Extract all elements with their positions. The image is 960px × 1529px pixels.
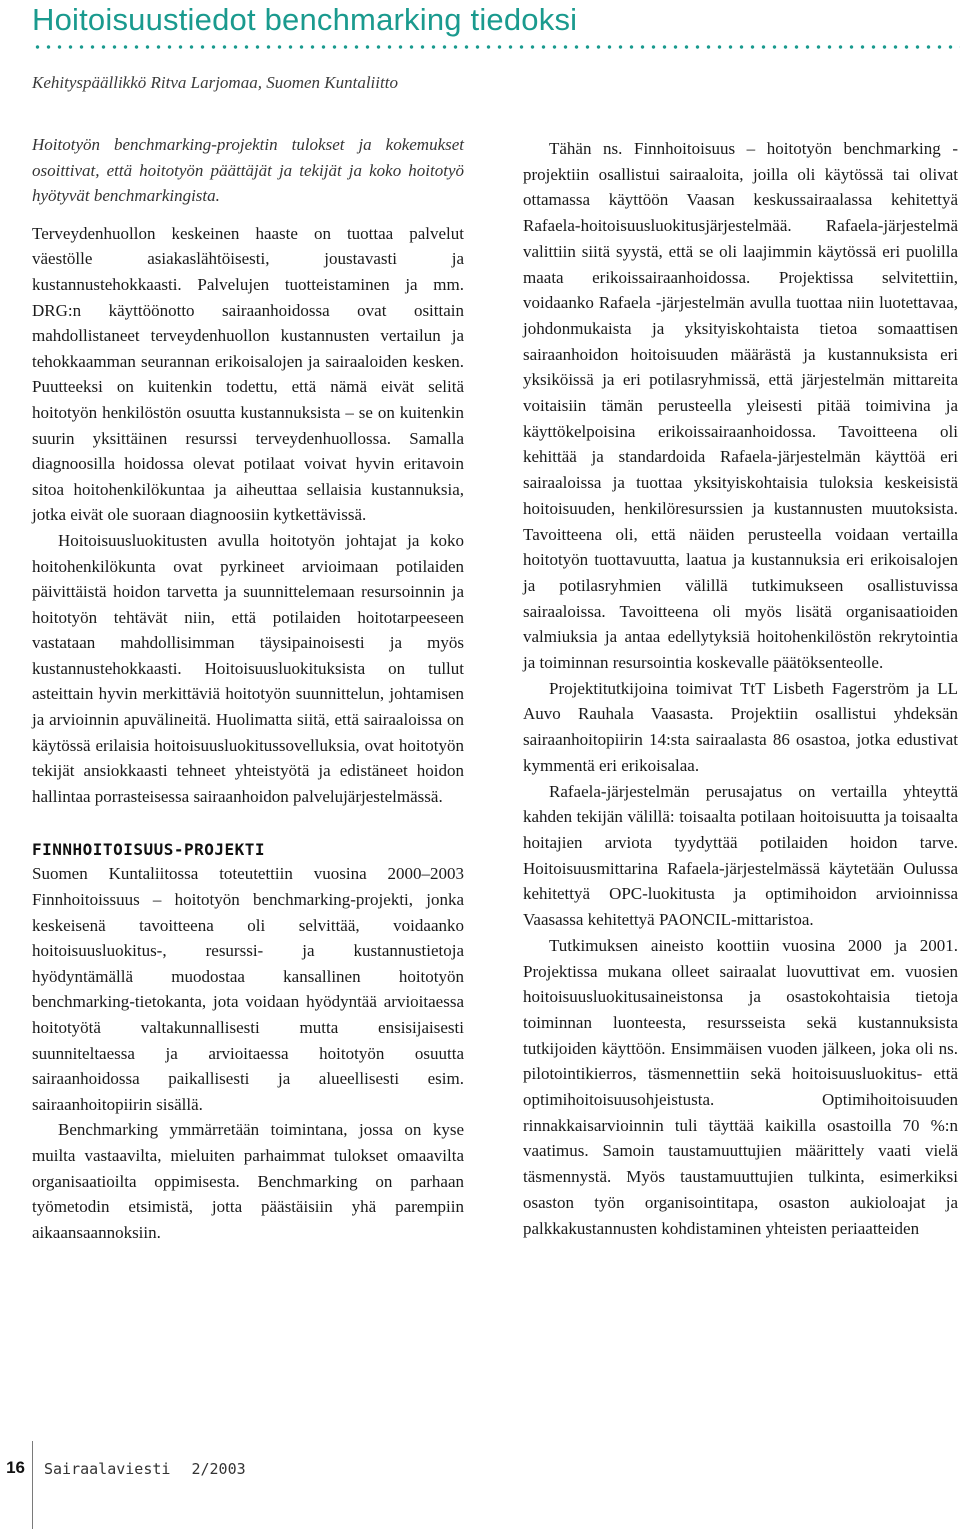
right-column — [523, 136, 958, 1241]
section-heading: FINNHOITOISUUS-PROJEKTI — [32, 840, 266, 860]
body-paragraph: Benchmarking ymmärretään toimintana, jossa on kyse muilta vastaavilta, mieluiten parhaimmat tulokset omaavilta organisaatioilta oppimisesta. Benchmarking on parhaan työmetodin etsimistä, jotta päästäisiin yhä parempiin aikaansaannoksiin. — [32, 1120, 464, 1242]
lead-paragraph: Hoitotyön benchmarking-projektin tulokset ja kokemukset osoittivat, että hoitotyön päättäjät ja tekijät ja koko hoitotyö hyötyvät benchmarkingista. — [32, 135, 464, 206]
body-paragraph: Terveydenhuollon keskeinen haaste on tuottaa palvelut väestölle asiakaslähtöisesti, joustavasti ja kustannustehokkaasti. Palvelujen tuotteistaminen ja mm. DRG:n käyttöönotto sairaanhoidossa ovat osittain mahdollistaneet terveydenhuollon kustannusten vertailun ja tehokkaamman seurannan erikoisalojen ja sairaaloiden kesken. Puutteeksi on kuitenkin todettu, että nämä eivät selitä hoitotyön henkilöstön osuutta kustannuksista – se on kuitenkin suurin yksittäinen resurssi terveydenhuollossa. Samalla diagnoosilla hoidossa olevat potilaat voivat hyvin eritavoin sitoa hoitohenkilökuntaa ja aiheuttaa sellaisia kustannuksia, jotka eivät ole suoraan diagnoosiin kytkettävissä. — [32, 223, 464, 525]
body-paragraph: Hoitoisuusluokitusten avulla hoitotyön johtajat ja koko hoitohenkilökunta ovat pyrkineet arvioimaan potilaiden päivittäistä hoidon tarvetta ja suunnittelemaan resursoinnin ja hoitotyön tehtävät niin, että potilaiden hoitotarpeeseen vastataan mahdollisimman täysipainoisesti ja myös kustannustehokkaasti. Hoitoisuusluokituksista on tullut asteittain hyvin merkittäviä hoitotyön suunnittelun, johtamisen ja arvioinnin apuvälineitä. Huolimatta siitä, että sairaaloissa on käytössä erilaisia hoitoisuusluokitussovelluksia, ovat hoitotyön tekijät ansiokkaasti tehneet yhteistyötä ja edistäneet hoidon hallintaa porrasteisessa sairaanhoidon palvelujärjestelmässä. — [32, 530, 464, 806]
dotted-divider — [32, 44, 960, 50]
journal-footer — [44, 1460, 246, 1478]
body-paragraph: Suomen Kuntaliitossa toteutettiin vuosina 2000–2003 Finnhoitoissuus – hoitotyön benchmarking-projekti, jonka keskeisenä tavoitteena oli selvittää, voidaanko hoitoisuusluokitus-, resurssi- ja kustannustietoja hyödyntämällä muodostaa kansallinen hoitotyön benchmarking-tietokanta, jota voidaan hyödyntää arvioitaessa hoitotyötä valtakunnallisesti mutta ensisijaisesti suunniteltaessa ja arvioitaessa hoitotyön osuutta sairaanhoidossa paikallisesti ja alueellisesti esim. sairaanhoitopiirin sisällä. — [32, 864, 464, 1114]
body-paragraph: Tähän ns. Finnhoitoisuus – hoitotyön benchmarking -projektiin osallistui sairaaloita, joilla oli käytössä tai olivat ottamassa käyttöön Vaasan keskussairaalassa kehitettyä Rafaela-hoitoisuusluokitusjärjestelmää. Rafaela-järjestelmä valittiin siitä syystä, että se oli laajimmin käytössä eri puolilla maata erikoissairaanhoidossa. Projektissa selvitettiin, voidaanko Rafaela -järjestelmän avulla tuottaa niin luotettavaa, johdonmukaista ja yksityiskohtaista tietoa somaattisen sairaanhoidon hoitoisuuden määrästä ja kustannuksista eri yksiköissä ja eri potilasryhmissä, että järjestelmän mittareita voitaisiin tämän perusteella yleisesti pitää toimivina ja käyttökelpoisina erikoissairaanhoidossa. Tavoitteena oli kehittää ja standardoida Rafaela-järjestelmän käyttöä eri sairaaloissa ja tuottaa yksityiskohtaisia tuloksia keskeisistä hoitoisuuden, henkilöresurssien ja kustannusten muutoksista. Tavoitteena oli, että näiden perusteella voidaan vertailla hoitotyön tuottavuutta, laatua ja kustannuksia eri erikoisalojen ja potilasryhmien välillä tutkimukseen osallistuvissa sairaaloissa. Tavoitteena oli myös lisätä organisaatioiden valmiuksia ja antaa edellytyksiä hoitohenkilöstön rekrytointia ja toiminnan resursointia koskevalle päätöksenteolle. — [523, 139, 958, 673]
body-paragraph: Rafaela-järjestelmän perusajatus on vertailla yhteyttä kahden tekijän välillä: toisaalta potilaan hoitoisuutta ja toisaalta hoitajien arviota tyydyttää potilaiden hoidon tarve. Hoitoisuusmittarina Rafaela-järjestelmässä käytetään Oulussa kehitettyä OPC-luokitusta ja optimihoidon arvioinnissa Vaasassa kehitettyä PAONCIL-mittaristoa. — [523, 781, 958, 930]
journal-issue: 2/2003 — [191, 1460, 246, 1478]
body-paragraph: Tutkimuksen aineisto koottiin vuosina 2000 ja 2001. Projektissa mukana olleet sairaalat luovuttivat em. vuosien hoitoisuusluokitusaineistonsa ja osastokohtaisia tietoja toiminnan luonteesta, resursseista sekä kustannuksista tutkijoiden käyttöön. Ensimmäisen vuoden jälkeen, joka oli ns. pilotointikierros, täsmennettiin sekä hoitoisuusluokitus- että optimihoitoisuusohjeistusta. Optimihoitoisuuden rinnakkaisarvioinnin tuli täyttää kaikilla osastoilla 70 %:n vaatimus. Samoin taustamuuttujien määrittely vaati vielä täsmennystä. Myös taustamuuttujien tulkinta, esimerkiksi osaston työn organisointitapa, osaston aukioloajat ja palkkakustannusten kohdistaminen yhteisten periaatteiden — [523, 935, 958, 1238]
left-column — [32, 132, 464, 1245]
footer-divider — [32, 1441, 33, 1529]
article-title: Hoitoisuustiedot benchmarking tiedoksi — [32, 2, 578, 37]
body-paragraph: Projektitutkijoina toimivat TtT Lisbeth Fagerström ja LL Auvo Rauhala Vaasasta. Projektiin osallistui yhdeksän sairaanhoitopiirin 14:sta sairaalasta 86 osastoa, jotka edustivat kymmentä eri erikoisalaa. — [523, 678, 958, 775]
author-line: Kehityspäällikkö Ritva Larjomaa, Suomen Kuntaliitto — [32, 73, 398, 92]
page-number: 16 — [6, 1458, 25, 1477]
journal-name: Sairaalaviesti — [44, 1460, 171, 1478]
